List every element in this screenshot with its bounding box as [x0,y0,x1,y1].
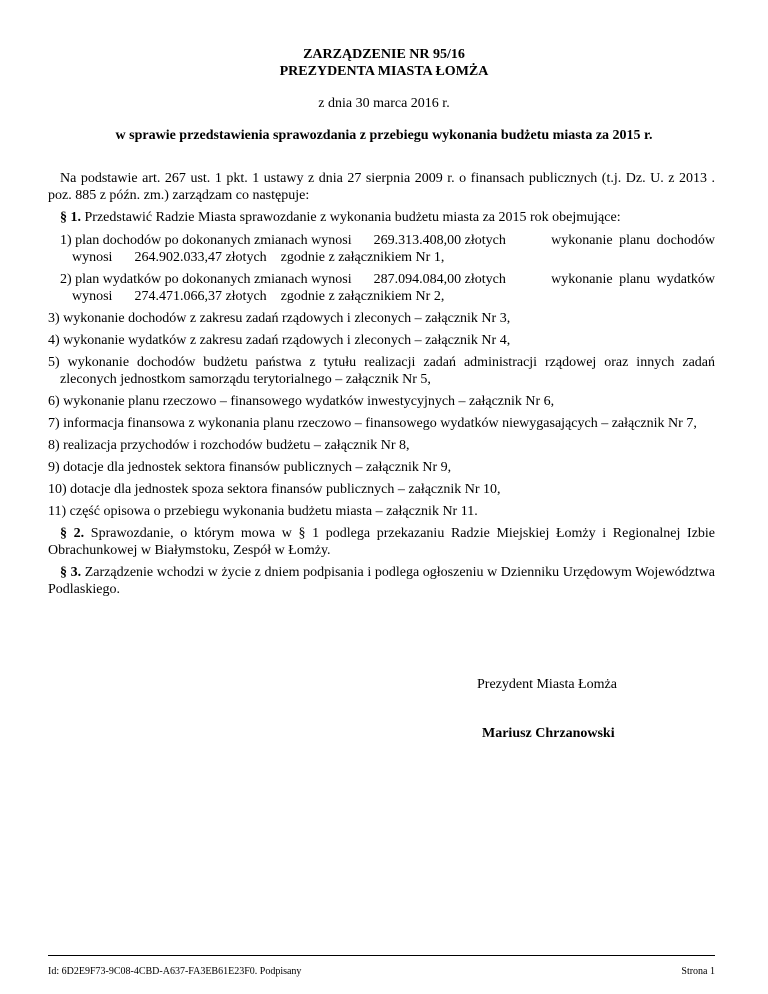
item-1-plan-amount: 269.313.408,00 złotych [373,233,506,248]
section-3-text: Zarządzenie wchodzi w życie z dniem podpisania i podlega ogłoszeniu w Dzienniku Urzędowym Województwa Podlaskiego. [48,565,716,597]
section-1-label: § 1. [60,210,81,225]
document-date: z dnia 30 marca 2016 r. [318,96,450,111]
document-subject: w sprawie przedstawienia sprawozdania z przebiegu wykonania budżetu miasta za 2015 r. [115,128,653,143]
list-item-4: 4) wykonanie wydatków z zakresu zadań rządowych i zleconych – załącznik Nr 4, [48,333,511,348]
list-item-3: 3) wykonanie dochodów z zakresu zadań rządowych i zleconych – załącznik Nr 3, [48,311,511,326]
legal-basis-paragraph: Na podstawie art. 267 ust. 1 pkt. 1 ustawy z dnia 27 sierpnia 2009 r. o finansach publicznych (t.j. Dz. U. z 2013 . poz. 885 z późn. zm.) zarządzam co następuje: [48,171,715,203]
list-item-5: 5) wykonanie dochodów budżetu państwa z tytułu realizacji zadań administracji rządowej oraz innych zadań zleconych jednostkom samorządu terytorialnego – załącznik Nr 5, [48,355,715,387]
section-3-label: § 3. [60,565,82,580]
document-title-line2: PREZYDENTA MIASTA ŁOMŻA [279,64,489,79]
item-1-execution-label: wykonanie planu dochodów [551,233,715,248]
item-1-text: plan dochodów po dokonanych zmianach wynosi [75,233,352,248]
item-1-wynosi: wynosi [72,250,113,265]
section-3 [48,564,715,598]
list-item-10: 10) dotacje dla jednostek spoza sektora finansów publicznych – załącznik Nr 10, [48,482,501,497]
list-item-2 [48,271,715,305]
section-2-label: § 2. [60,526,85,541]
list-item-7: 7) informacja finansowa z wykonania planu rzeczowo – finansowego wydatków niewygasających – załącznik Nr 7, [48,416,697,431]
report-items-list [48,232,715,520]
item-2-number: 2) [60,272,72,287]
item-2-text: plan wydatków po dokonanych zmianach wynosi [75,272,352,287]
document-title-line1: ZARZĄDZENIE NR 95/16 [303,47,465,62]
section-1-text: Przedstawić Radzie Miasta sprawozdanie z wykonania budżetu miasta za 2015 rok obejmujące: [84,210,621,225]
list-item-1 [48,232,715,266]
footer-divider [48,955,715,956]
item-1-number: 1) [60,233,72,248]
item-2-exec-amount: 274.471.066,37 złotych [134,289,267,304]
item-2-wynosi: wynosi [72,289,113,304]
signature-office: Prezydent Miasta Łomża [477,677,617,692]
signature-name: Mariusz Chrzanowski [482,726,615,741]
list-item-9: 9) dotacje dla jednostek sektora finansów publicznych – załącznik Nr 9, [48,460,452,475]
item-1-exec-amount: 264.902.033,47 złotych [134,250,267,265]
document-body [48,170,715,598]
list-item-11: 11) część opisowa o przebiegu wykonania budżetu miasta – załącznik Nr 11. [48,504,478,519]
list-item-8: 8) realizacja przychodów i rozchodów budżetu – załącznik Nr 8, [48,438,410,453]
item-2-attachment: zgodnie z załącznikiem Nr 2, [280,289,445,304]
item-2-plan-amount: 287.094.084,00 złotych [373,272,506,287]
section-2-text: Sprawozdanie, o którym mowa w § 1 podlega przekazaniu Radzie Miejskiej Łomży i Regionalnej Izbie Obrachunkowej w Białymstoku, Zespół w Łomży. [48,526,716,558]
footer-page-number: Strona 1 [681,966,715,977]
footer-document-id: Id: 6D2E9F73-9C08-4CBD-A637-FA3EB61E23F0. Podpisany [48,966,302,977]
list-item-6: 6) wykonanie planu rzeczowo – finansowego wydatków inwestycyjnych – załącznik Nr 6, [48,394,555,409]
item-2-execution-label: wykonanie planu wydatków [551,272,715,287]
section-1 [48,209,715,226]
section-2 [48,525,715,559]
item-1-attachment: zgodnie z załącznikiem Nr 1, [280,250,445,265]
